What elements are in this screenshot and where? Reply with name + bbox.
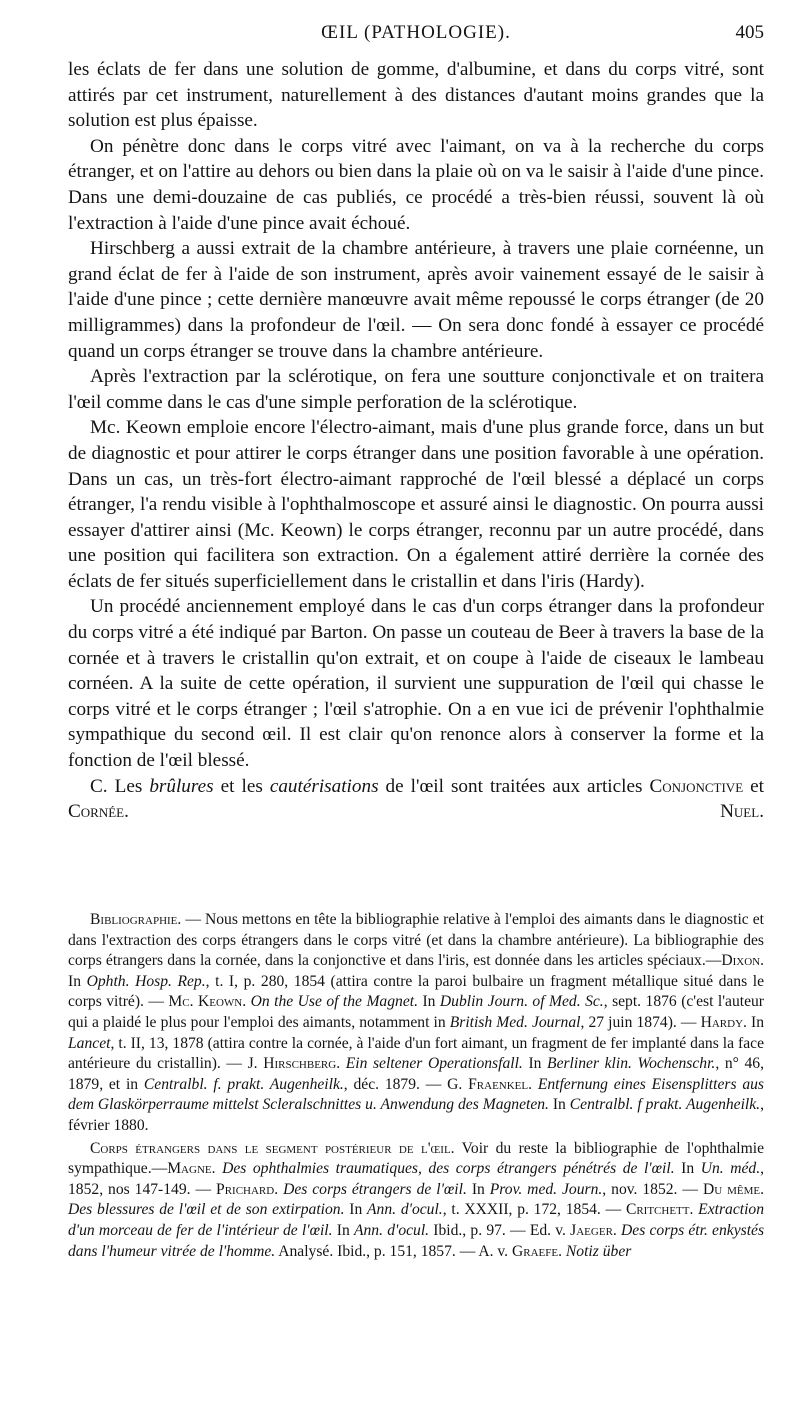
b2-segment: Du même — [702, 1180, 761, 1198]
p7-burns: brûlures — [149, 775, 214, 797]
b2-segment: . — [612, 1221, 622, 1239]
paragraph-5: Mc. Keown emploie encore l'électro-aimant, mais d'une plus grande force, dans un but de diagnostic et pour attirer le corps étranger dans une position favorable à une opération. Dans un cas, un très-fort électro-aimant rapproché de l'œil blessé a déplacé un corps étranger, l'a rendu visible à l'ophthalmoscope et assuré ainsi le diagnostic. On pourra aussi essayer d'attirer ainsi (Mc. Keown) le corps étranger, reconnu par un autre procédé, dans une position qui facilitera son extraction. On a également attiré derrière la cornée des éclats de fer situés superficiellement dans le cristallin et dans l'iris (Hardy). — [68, 417, 764, 592]
b1-segment: , février 1880. — [68, 1096, 764, 1134]
b2-segment: Des corps étrangers de l'œil. — [283, 1180, 467, 1198]
b2-segment: Un. méd. — [700, 1160, 761, 1178]
p7-ref-cornee: Cornée — [68, 801, 125, 823]
b2-segment: Magne — [167, 1160, 212, 1178]
b2-segment: , 1852, nos 147-149. — — [68, 1160, 765, 1198]
running-header — [68, 22, 764, 52]
paragraph-1: les éclats de fer dans une solution de gomme, d'albumine, et dans du corps vitré, sont attirés par cet instrument, naturellement à des distances d'autant moins grandes que la solution est plus épaisse. — [68, 59, 764, 132]
b1-segment: , déc. 1879. — G. — [343, 1075, 469, 1093]
b2-segment: Notiz über — [565, 1242, 632, 1260]
b2-segment: . — [558, 1242, 566, 1260]
b1-segment: Centralbl. f prakt. Augenheilk. — [569, 1096, 761, 1114]
p7-ref-conjonctive: Conjonctive — [649, 775, 744, 797]
p7-text-a: C. Les — [90, 775, 150, 797]
b1-segment: On the Use of the Magnet. — [250, 993, 418, 1011]
p7-cauterizations: cautérisations — [269, 775, 379, 797]
b2-segment: . — [760, 1180, 765, 1198]
b2-segment: Des blessures de l'œil et de son extirpation. — [68, 1201, 345, 1219]
b1-segment: , 27 juin 1874). — — [580, 1013, 701, 1031]
b2-segment: . — [689, 1201, 699, 1219]
main-text — [68, 57, 764, 825]
b1-segment: . — [336, 1055, 346, 1073]
b1-segment: . In — [68, 952, 764, 990]
p7-text-e: de l'œil sont traitées aux articles — [378, 775, 650, 797]
b1-segment: Hardy — [700, 1013, 744, 1031]
b1-segment: . In — [743, 1013, 764, 1031]
bibliography — [68, 910, 764, 1262]
b1-segment: Hirschberg — [263, 1055, 337, 1073]
bibliography-paragraph-1 — [68, 910, 764, 1137]
b1-segment: Entfernung eines Eisensplitters aus dem Glaskörperraume mittelst Scleralschnittes u. Anwendung des Magneten. — [68, 1075, 764, 1114]
b2-segment: Ann. d'ocul. — [367, 1201, 443, 1219]
b2-segment: Graefe — [511, 1242, 559, 1260]
b1-segment: Bibliographie. — [90, 911, 182, 928]
paragraph-4: Après l'extraction par la sclérotique, on fera une soutture conjonctivale et on traitera l'œil comme dans le cas d'une simple perforation de la sclérotique. — [68, 366, 764, 413]
b1-segment: Ein seltener Operationsfall. — [345, 1055, 523, 1073]
b2-segment: . — [274, 1180, 284, 1198]
b2-segment: Ibid., p. 97. — Ed. v. — [429, 1221, 571, 1239]
b2-segment: Voir du reste la bibliographie de l'ophthalmie sympathique.— — [68, 1139, 764, 1178]
b2-segment: In — [332, 1221, 354, 1239]
b2-segment: , t. XXXII, p. 172, 1854. — — [442, 1201, 626, 1219]
paragraph-3: Hirschberg a aussi extrait de la chambre antérieure, à travers une plaie cornéenne, un grand éclat de fer à l'aide de son instrument, après avoir vainement essayé de le saisir à l'aide d'une pince ; cette dernière manœuvre avait même repoussé le corps étranger (de 20 milligrammes) dans la profondeur de l'œil. — On sera donc fondé à essayer ce procédé quand un corps étranger se trouve dans la chambre antérieure. — [68, 238, 764, 362]
b2-segment: Analysé. Ibid., p. 151, 1857. — A. v. — [275, 1242, 512, 1260]
b1-segment: Ophth. Hosp. Rep. — [86, 972, 206, 990]
b1-segment: Fraenkel — [468, 1075, 529, 1093]
b1-segment: Dixon — [721, 952, 761, 970]
b2-segment: In — [466, 1180, 490, 1198]
b1-segment: Mc. Keown — [168, 993, 243, 1011]
author-signature: Nuel. — [720, 801, 764, 823]
b1-segment: Lancet — [68, 1034, 111, 1052]
b1-segment: , t. I, p. 280, 1854 (attira contre la paroi bulbaire un fragment métallique situé dans le corps vitré). — — [68, 972, 764, 1011]
b1-segment: , t. II, 13, 1878 (attira contre la cornée, à l'aide d'un fort aimant, un fragment de fer implanté dans la face antérieure du cristallin). — J. — [68, 1034, 764, 1073]
b1-segment: In — [417, 993, 440, 1011]
b2-segment: Corps étrangers dans le segment postérieur de l'œil. — [90, 1139, 455, 1157]
b2-segment: , nov. 1852. — — [602, 1180, 703, 1198]
b2-segment: In — [344, 1201, 368, 1219]
b2-segment: Extraction d'un morceau de fer de l'intérieur de l'œil. — [68, 1201, 764, 1239]
b2-segment: In — [674, 1160, 701, 1178]
b2-segment: Des ophthalmies traumatiques, des corps étrangers pénétrés de l'œil. — [222, 1160, 675, 1178]
b1-segment: In — [548, 1096, 570, 1114]
b2-segment: Critchett — [625, 1201, 690, 1219]
b2-segment: . — [211, 1160, 223, 1178]
paragraph-7 — [68, 774, 764, 825]
b1-segment: , n° 46, 1879, et in — [68, 1055, 764, 1093]
b1-segment: Dublin Journ. of Med. Sc. — [439, 993, 604, 1011]
b2-segment: Ann. d'ocul. — [353, 1221, 430, 1239]
paragraph-6: Un procédé anciennement employé dans le cas d'un corps étranger dans la profondeur du corps vitré a été indiqué par Barton. On passe un couteau de Beer à travers la base de la cornée et à travers le cristallin qu'on extrait, et on coupe à l'aide de ciseaux le lambeau cornéen. A la suite de cette opération, il survient une suppuration de l'œil qui chasse le corps vitré et le corps étranger ; l'œil s'atrophie. On a en vue ici de prévenir l'ophthalmie sympathique du second œil. Il est clair qu'on renonce alors à conserver la forme et la fonction de l'œil blessé. — [68, 596, 764, 772]
b1-segment: British Med. Journal — [449, 1013, 581, 1031]
p7-text-c: et les — [213, 775, 270, 797]
bibliography-paragraph-2 — [68, 1139, 764, 1263]
b2-segment: Jaeger — [570, 1221, 613, 1239]
p7-text-g: et — [743, 775, 764, 797]
b1-segment: . — [242, 993, 251, 1011]
b2-segment: Des corps étr. enkystés dans l'humeur vitrée de l'homme. — [68, 1221, 765, 1260]
b1-segment: , sept. 1876 (c'est l'auteur qui a plaidé le plus pour l'emploi des aimants, notamment in — [68, 993, 764, 1031]
b1-segment: . — [528, 1075, 538, 1093]
b2-segment: Prov. med. Journ. — [489, 1180, 603, 1198]
p7-text-i: . — [124, 801, 129, 823]
page-number: 405 — [735, 22, 764, 43]
b1-segment: Berliner klin. Wochenschr. — [547, 1055, 716, 1073]
running-title: ŒIL (PATHOLOGIE). — [321, 22, 511, 43]
b2-segment: Prichard — [216, 1180, 275, 1198]
b1-segment: In — [522, 1055, 548, 1073]
paragraph-2: On pénètre donc dans le corps vitré avec l'aimant, on va à la recherche du corps étranger, et on l'attire au dehors ou bien dans la plaie où on va le saisir à l'aide d'une pince. Dans une demi-douzaine de cas publiés, ce procédé a très-bien réussi, souvent là où l'extraction à l'aide d'une pince avait échoué. — [68, 135, 764, 234]
b1-segment: Centralbl. f. prakt. Augenheilk. — [143, 1075, 344, 1093]
b1-segment: — Nous mettons en tête la bibliographie relative à l'emploi des aimants dans le diagnostic et dans l'extraction des corps étrangers dans le corps vitré (et dans la chambre antérieure). La bibliographie des corps étrangers dans la cornée, dans la conjonctive et dans l'iris, est donnée dans les articles spéciaux.— — [68, 911, 764, 970]
